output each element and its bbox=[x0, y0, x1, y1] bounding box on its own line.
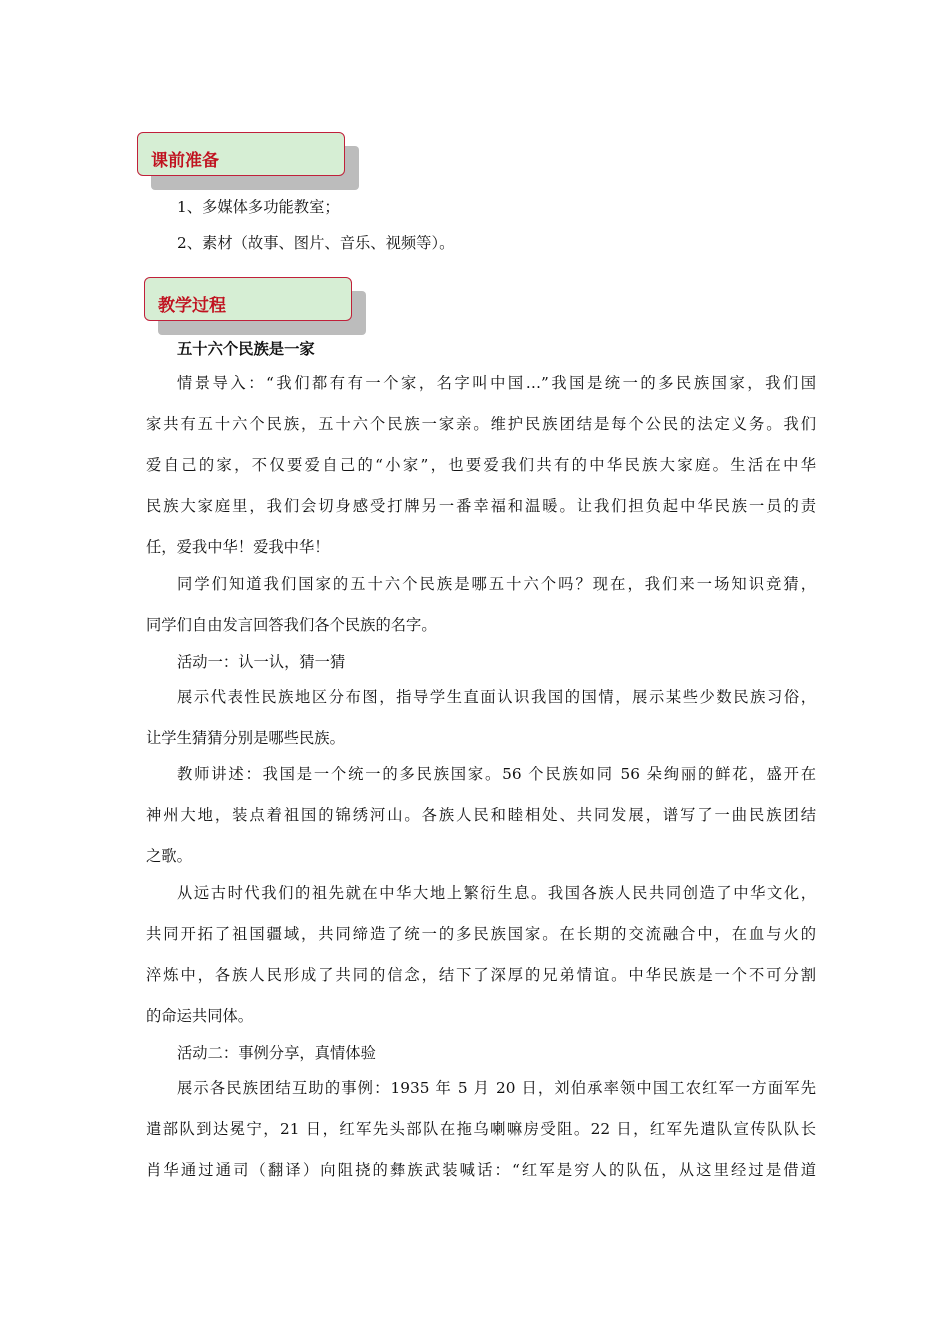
list-item: 1、多媒体多功能教室； bbox=[177, 198, 340, 216]
paragraph-line: 展示各民族团结互助的事例：1935 年 5 月 20 日，刘伯承率领中国工农红军一方面军先 bbox=[177, 1079, 816, 1097]
section-title-process: 教学过程 bbox=[158, 296, 226, 316]
paragraph-line: 淬炼中，各族人民形成了共同的信念，结下了深厚的兄弟情谊。中华民族是一个不可分割 bbox=[146, 966, 816, 984]
paragraph-line: 家共有五十六个民族，五十六个民族一家亲。维护民族团结是每个公民的法定义务。我们 bbox=[146, 415, 816, 433]
paragraph-line: 之歌。 bbox=[146, 847, 192, 865]
lesson-subtitle: 五十六个民族是一家 bbox=[177, 340, 315, 358]
activity-heading: 活动一：认一认，猜一猜 bbox=[177, 653, 346, 671]
paragraph-line: 展示代表性民族地区分布图，指导学生直面认识我国的国情，展示某些少数民族习俗， bbox=[177, 688, 816, 706]
paragraph-line: 爱自己的家，不仅要爱自己的“小家”，也要爱我们共有的中华民族大家庭。生活在中华 bbox=[146, 456, 816, 474]
paragraph-line: 肖华通过通司（翻译）向阻挠的彝族武装喊话：“红军是穷人的队伍，从这里经过是借道 bbox=[146, 1161, 816, 1179]
section-header-prep bbox=[137, 132, 352, 182]
paragraph-line: 的命运共同体。 bbox=[146, 1007, 254, 1025]
paragraph-line: 教师讲述：我国是一个统一的多民族国家。56 个民族如同 56 朵绚丽的鲜花，盛开在 bbox=[177, 765, 816, 783]
paragraph-line: 民族大家庭里，我们会切身感受打牌另一番幸福和温暖。让我们担负起中华民族一员的责 bbox=[146, 497, 816, 515]
paragraph-line: 任，爱我中华！爱我中华！ bbox=[146, 538, 330, 556]
paragraph-line: 共同开拓了祖国疆域，共同缔造了统一的多民族国家。在长期的交流融合中，在血与火的 bbox=[146, 925, 816, 943]
paragraph-line: 同学们知道我们国家的五十六个民族是哪五十六个吗？现在，我们来一场知识竞猜， bbox=[177, 575, 816, 593]
list-item: 2、素材（故事、图片、音乐、视频等）。 bbox=[177, 234, 455, 252]
section-header-process bbox=[144, 277, 359, 327]
paragraph-line: 同学们自由发言回答我们各个民族的名字。 bbox=[146, 616, 437, 634]
paragraph-line: 情景导入：“我们都有有一个家，名字叫中国…”我国是统一的多民族国家，我们国 bbox=[177, 374, 816, 392]
activity-heading: 活动二：事例分享，真情体验 bbox=[177, 1044, 376, 1062]
paragraph-line: 遣部队到达冕宁，21 日，红军先头部队在拖乌喇嘛房受阻。22 日，红军先遣队宣传队队长 bbox=[146, 1120, 816, 1138]
section-title-prep: 课前准备 bbox=[151, 151, 219, 171]
paragraph-line: 让学生猜猜分别是哪些民族。 bbox=[146, 729, 345, 747]
paragraph-line: 从远古时代我们的祖先就在中华大地上繁衍生息。我国各族人民共同创造了中华文化， bbox=[177, 884, 816, 902]
paragraph-line: 神州大地，装点着祖国的锦绣河山。各族人民和睦相处、共同发展，谱写了一曲民族团结 bbox=[146, 806, 816, 824]
